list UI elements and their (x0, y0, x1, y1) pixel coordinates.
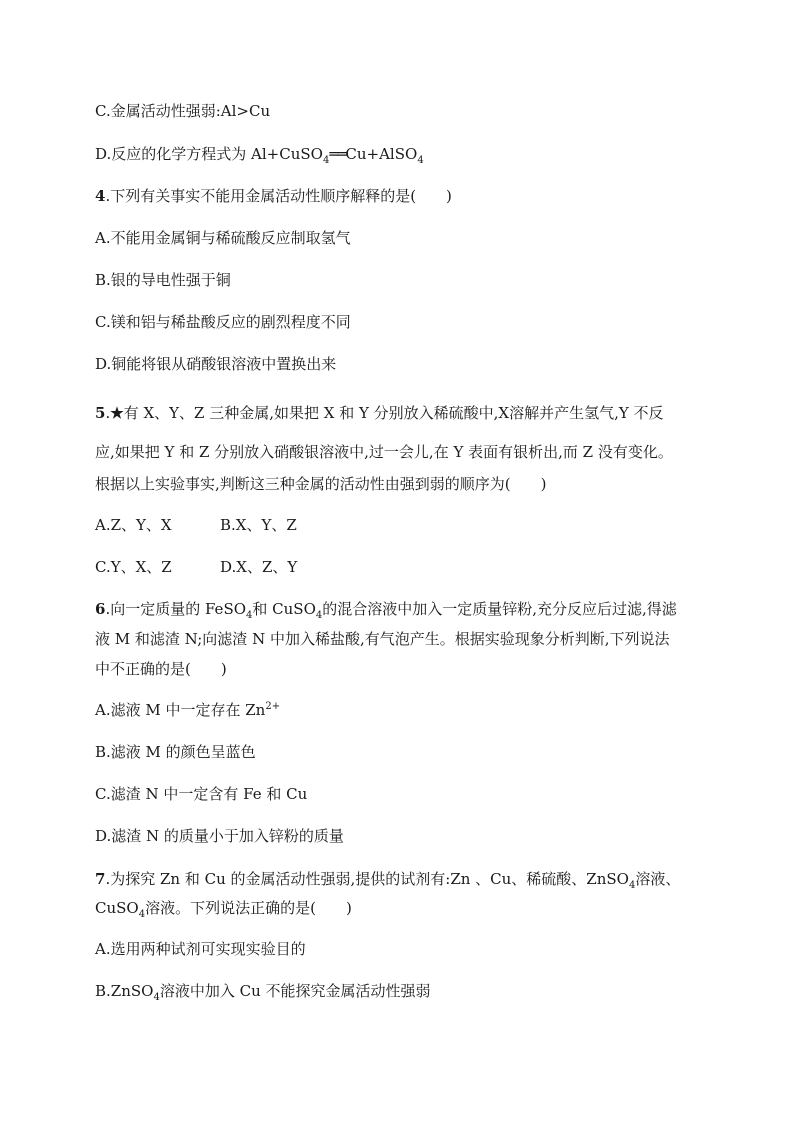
q7-option-b-post: 溶液中加入 Cu 不能探究金属活动性强弱 (159, 982, 431, 1000)
q4-stem (95, 186, 452, 206)
q5-dot: . (105, 404, 111, 422)
q6-number: 6 (95, 600, 106, 618)
q6-option-b: B.滤液 M 的颜色呈蓝色 (95, 743, 256, 761)
q7-l2-sub: 4 (138, 909, 146, 920)
q7-l1-sub: 4 (628, 880, 636, 891)
q3-option-d-pre: D.反应的化学方程式为 Al+CuSO (95, 145, 323, 163)
q5-number: 5 (95, 404, 106, 422)
q5-option-a: A.Z、Y、X (95, 516, 172, 534)
q3-option-d-sub2: 4 (417, 155, 424, 166)
q3-option-d (95, 144, 424, 164)
q6-l1-b: 和 CuSO (252, 600, 316, 618)
q7-l1-b: 溶液、 (635, 870, 681, 888)
q6-l1-sub1: 4 (246, 610, 253, 621)
q5-stem-line3: 根据以上实验事实,判断这三种金属的活动性由强到弱的顺序为( ) (95, 475, 547, 493)
q7-l2-b: 溶液。下列说法正确的是( ) (145, 899, 352, 917)
q3-option-d-sub1: 4 (322, 155, 330, 166)
q6-stem-line1 (95, 599, 677, 619)
q7-option-a: A.选用两种试剂可实现实验目的 (95, 940, 306, 958)
q5-options-row2 (95, 557, 297, 577)
q6-option-a-text: A.滤液 M 中一定存在 Zn (95, 701, 266, 719)
q4-option-d: D.铜能将银从硝酸银溶液中置换出来 (95, 355, 337, 373)
q4-option-c: C.镁和铝与稀盐酸反应的剧烈程度不同 (95, 313, 351, 331)
q5-option-b: B.X、Y、Z (220, 516, 297, 534)
q5-option-d: D.X、Z、Y (220, 558, 298, 576)
q7-option-b-sub: 4 (153, 992, 160, 1003)
q6-option-d: D.滤渣 N 的质量小于加入锌粉的质量 (95, 827, 344, 845)
q7-stem-line2 (95, 898, 352, 918)
q6-l1-sub2: 4 (315, 610, 323, 621)
q3-option-c (95, 101, 270, 121)
q6-stem-line3: 中不正确的是( ) (95, 660, 227, 678)
q5-option-c: C.Y、X、Z (95, 558, 172, 576)
q6-l1-c: 的混合溶液中加入一定质量锌粉,充分反应后过滤,得滤 (322, 600, 677, 618)
q6-stem-line2: 液 M 和滤渣 N;向滤渣 N 中加入稀盐酸,有气泡产生。根据实验现象分析判断,下列说法 (95, 630, 670, 648)
q6-option-c: C.滤渣 N 中一定含有 Fe 和 Cu (95, 785, 308, 803)
q6-option-a (95, 700, 280, 720)
q6-l1-a: .向一定质量的 FeSO (105, 600, 247, 618)
q7-option-b-pre: B.ZnSO (95, 982, 154, 1000)
q5-stem-line2: 应,如果把 Y 和 Z 分别放入硝酸银溶液中,过一会儿,在 Y 表面有银析出,而 Z 没有变化。 (95, 443, 673, 461)
q7-l2-a: CuSO (95, 899, 139, 917)
q6-option-a-sup: 2+ (265, 701, 281, 712)
q7-option-b (95, 981, 431, 1001)
q3-option-c-text: C.金属活动性强弱:Al>Cu (95, 102, 271, 120)
q5-line1-text: 有 X、Y、Z 三种金属,如果把 X 和 Y 分别放入稀硫酸中,X溶解并产生氢气,Y 不反 (123, 404, 664, 422)
q7-stem-line1 (95, 869, 680, 889)
q3-option-d-mid: Cu+AlSO (345, 145, 418, 163)
q5-options-row1 (95, 515, 297, 535)
q7-l1-a: .为探究 Zn 和 Cu 的金属活动性强弱,提供的试剂有:Zn 、Cu、稀硫酸、ZnSO (105, 870, 629, 888)
q3-option-d-equals: ══ (329, 145, 346, 163)
q4-option-a: A.不能用金属铜与稀硫酸反应制取氢气 (95, 229, 351, 247)
q7-number: 7 (95, 870, 106, 888)
q5-stem-line1 (95, 403, 664, 423)
q4-number: 4 (95, 187, 106, 205)
q4-option-b: B.银的导电性强于铜 (95, 271, 231, 289)
q4-stem-text: .下列有关事实不能用金属活动性顺序解释的是( ) (105, 187, 452, 205)
star-icon: ★ (110, 404, 124, 422)
